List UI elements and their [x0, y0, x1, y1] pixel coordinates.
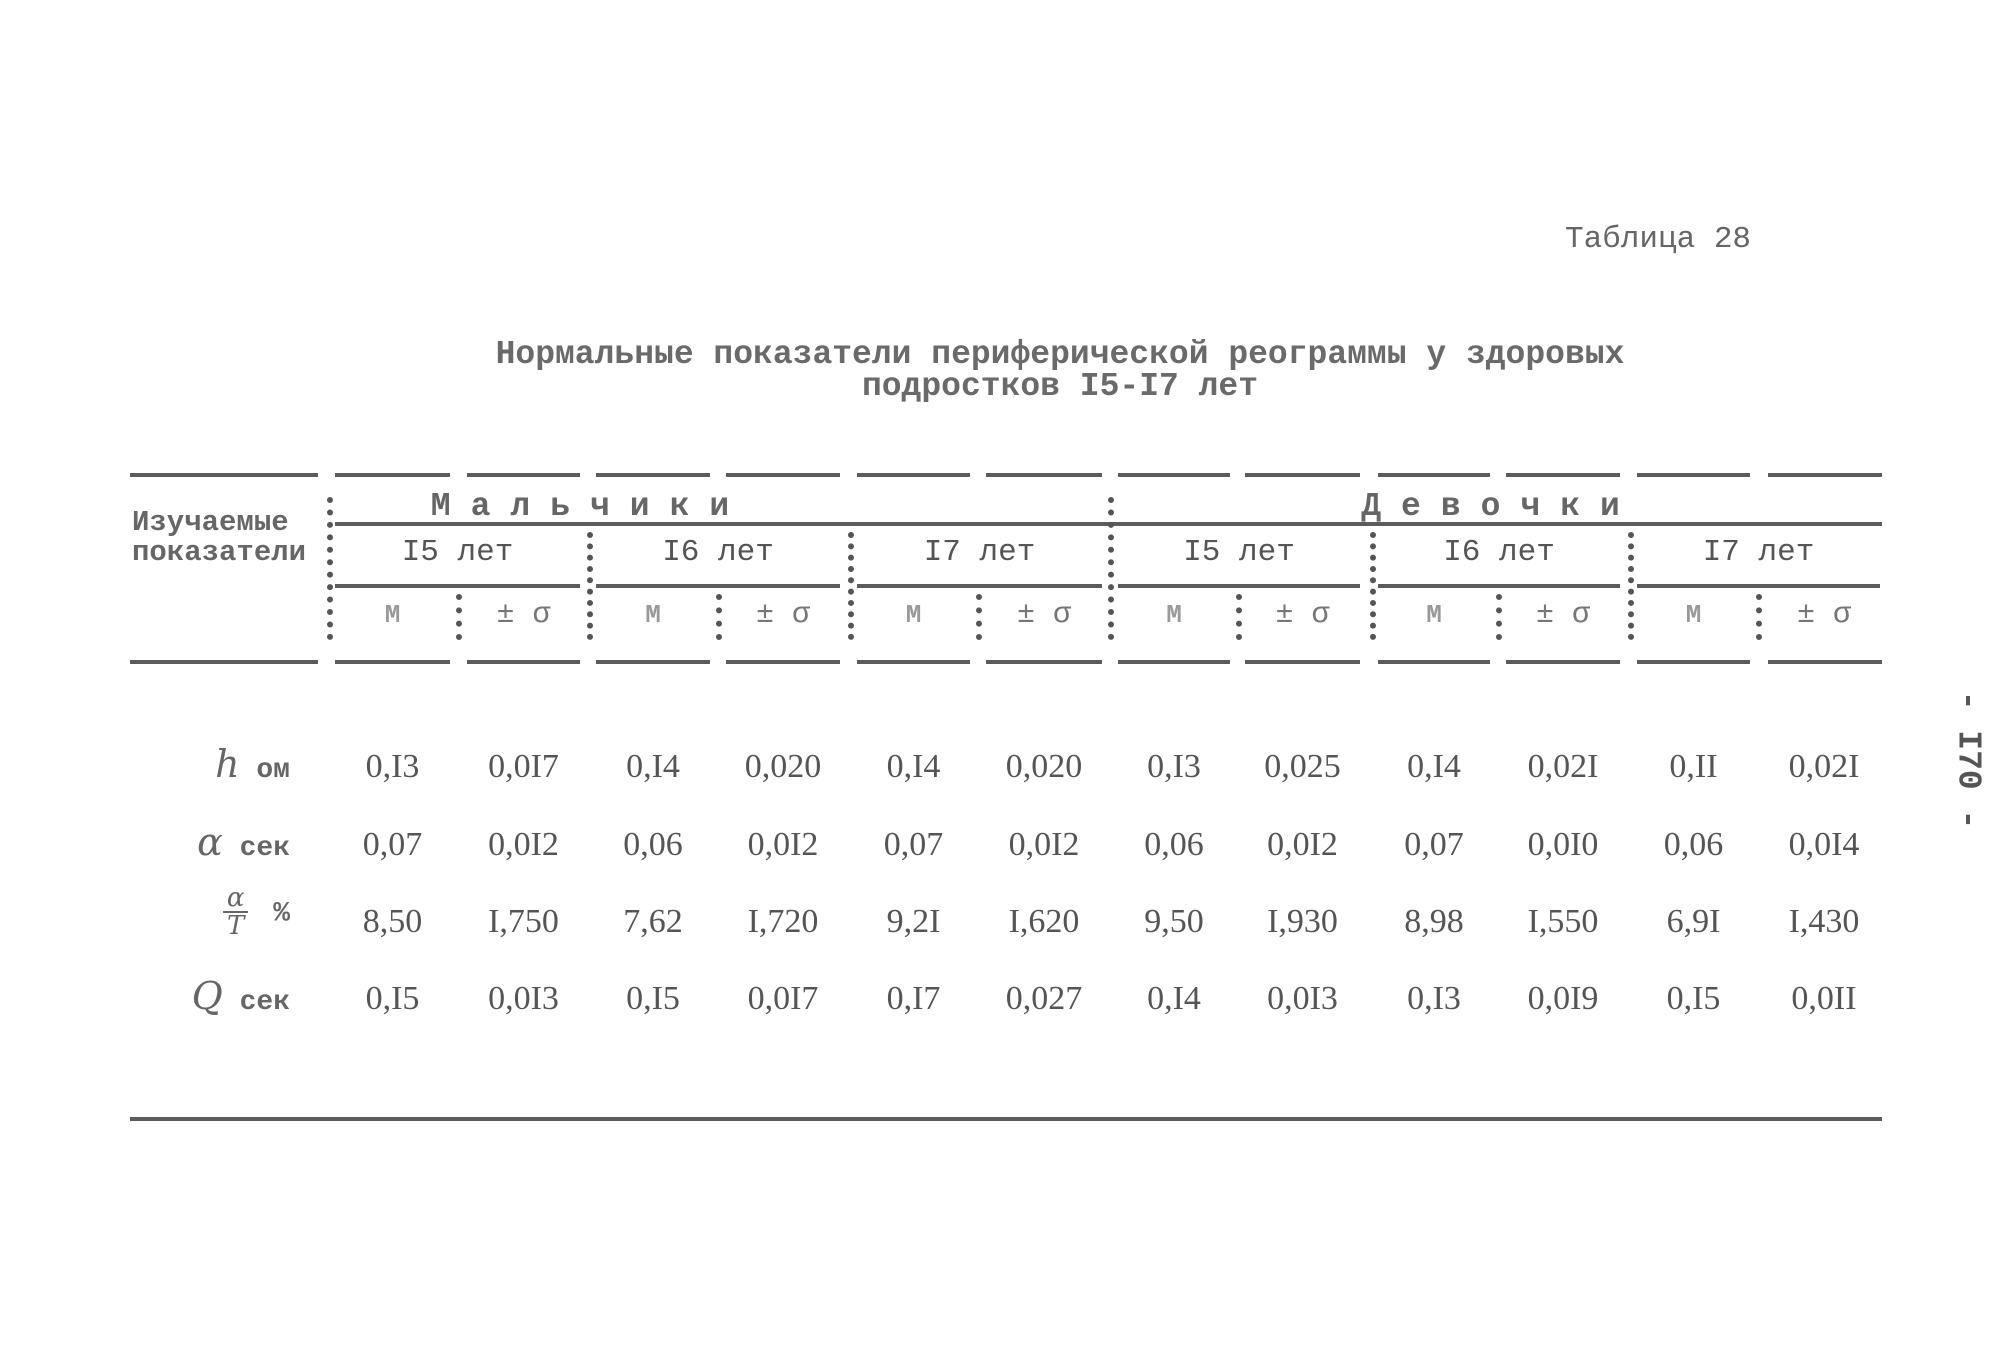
sub-header-mean: М — [645, 600, 661, 630]
age-header: I6 лет — [662, 535, 774, 570]
top-rule-segment — [1637, 473, 1750, 477]
sigma-cell: 0,0I0 — [1527, 826, 1599, 863]
header-bottom-rule-segment — [726, 660, 840, 664]
row-label — [140, 974, 290, 1018]
sub-header-mean: М — [384, 600, 401, 630]
mean-cell: 9,50 — [1144, 903, 1204, 940]
sub-header-sigma: ± σ — [1275, 598, 1330, 632]
row-unit: ом — [239, 755, 290, 786]
header-bottom-rule-segment — [335, 660, 450, 664]
mean-cell: 0,II — [1669, 748, 1718, 785]
fraction-symbol — [223, 885, 249, 939]
age-underline — [1378, 584, 1620, 588]
sigma-cell: 0,0I2 — [747, 826, 819, 863]
age-underline — [596, 584, 840, 588]
top-rule-segment — [1506, 473, 1620, 477]
sub-header-sigma: ± σ — [1016, 598, 1071, 632]
sigma-cell: 0,0I3 — [488, 980, 559, 1017]
table-bottom-rule — [130, 1117, 1882, 1121]
top-rule-segment — [857, 473, 970, 477]
mean-cell: 0,I4 — [1407, 748, 1461, 785]
header-bottom-rule-segment — [1118, 660, 1230, 664]
mean-cell: 7,62 — [623, 903, 683, 940]
top-rule-segment — [130, 473, 318, 477]
sigma-cell: 0,0I4 — [1788, 826, 1860, 863]
mean-cell: 6,9I — [1666, 903, 1721, 940]
header-bottom-rule-segment — [1378, 660, 1490, 664]
mean-cell: 0,06 — [623, 826, 683, 863]
sigma-cell: 0,02I — [1527, 748, 1599, 785]
sigma-cell: 0,0I9 — [1527, 980, 1599, 1017]
sub-separator — [1496, 594, 1502, 640]
header-bottom-rule-segment — [1637, 660, 1750, 664]
sigma-cell: 0,02I — [1788, 748, 1860, 785]
row-label — [140, 820, 290, 864]
sigma-cell: I,930 — [1267, 903, 1338, 940]
top-rule-segment — [467, 473, 580, 477]
mean-cell: 0,I5 — [626, 980, 680, 1017]
top-rule-segment — [596, 473, 710, 477]
sub-separator — [1236, 594, 1242, 640]
sigma-cell: 0,020 — [744, 748, 822, 785]
age-header: I5 лет — [1183, 535, 1295, 570]
mean-cell: 0,I4 — [886, 748, 941, 785]
table-label: Таблица 28 — [1565, 222, 1752, 257]
group-girls: Девочки — [1361, 488, 1640, 525]
group-boys: Мальчики — [430, 488, 750, 525]
header-bottom-rule-segment — [986, 660, 1102, 664]
mean-cell: 0,I5 — [365, 980, 420, 1017]
top-rule-segment — [1768, 473, 1882, 477]
sigma-cell: I,430 — [1788, 903, 1860, 940]
sub-separator — [976, 594, 982, 640]
age-underline — [1637, 584, 1880, 588]
sigma-cell: 0,0I2 — [1267, 826, 1338, 863]
age-underline — [335, 584, 580, 588]
row-unit: % — [256, 898, 290, 930]
table-title-line-1: Нормальные показатели периферической реограммы у здоровых — [495, 336, 1625, 373]
row-unit: сек — [222, 987, 290, 1018]
mean-cell: 0,06 — [1663, 826, 1724, 863]
age-header: I7 лет — [1702, 535, 1815, 570]
sub-header-sigma: ± σ — [1796, 598, 1851, 632]
row-symbol: h — [215, 742, 240, 786]
sub-header-sigma: ± σ — [1535, 598, 1590, 632]
fraction-numerator: α — [223, 885, 249, 913]
mean-cell: 0,07 — [883, 826, 944, 863]
mean-cell: 0,I4 — [1147, 980, 1201, 1017]
header-bottom-rule-segment — [467, 660, 580, 664]
sub-header-sigma: ± σ — [496, 598, 551, 632]
sigma-cell: I,720 — [747, 903, 819, 940]
mean-cell: 0,I5 — [1666, 980, 1721, 1017]
sigma-cell: 0,020 — [1005, 748, 1083, 785]
row-symbol: α — [197, 820, 223, 864]
header-bottom-rule-segment — [130, 660, 318, 664]
mean-cell: 0,06 — [1144, 826, 1204, 863]
mean-cell: 0,I7 — [886, 980, 941, 1017]
mean-cell: 0,07 — [1404, 826, 1464, 863]
group-separator — [1108, 497, 1114, 640]
age-header: I5 лет — [401, 535, 514, 570]
mean-cell: 0,I3 — [1407, 980, 1461, 1017]
row-head-separator — [327, 497, 333, 640]
sigma-cell: 0,0I7 — [747, 980, 819, 1017]
mean-cell: 8,98 — [1404, 903, 1464, 940]
age-separator — [1370, 532, 1376, 640]
sigma-cell: 0,0I3 — [1267, 980, 1338, 1017]
header-bottom-rule-segment — [1245, 660, 1360, 664]
top-rule-segment — [335, 473, 450, 477]
sub-header-sigma: ± σ — [755, 598, 810, 632]
sub-separator — [456, 594, 462, 640]
sigma-cell: 0,0II — [1791, 980, 1857, 1017]
sub-separator — [1756, 594, 1762, 640]
age-separator — [587, 532, 593, 640]
age-header: I6 лет — [1443, 535, 1555, 570]
mean-cell: 0,I3 — [1147, 748, 1201, 785]
sigma-cell: 0,027 — [1005, 980, 1083, 1017]
header-bottom-rule-segment — [1768, 660, 1882, 664]
age-underline — [857, 584, 1102, 588]
sigma-cell: 0,0I2 — [488, 826, 559, 863]
top-rule-segment — [1118, 473, 1230, 477]
top-rule-segment — [1245, 473, 1360, 477]
sigma-cell: I,550 — [1527, 903, 1599, 940]
mean-cell: 0,I4 — [626, 748, 680, 785]
mean-cell: 9,2I — [886, 903, 941, 940]
header-bottom-rule-segment — [857, 660, 970, 664]
sigma-cell: I,750 — [488, 903, 559, 940]
sigma-cell: 0,025 — [1264, 748, 1341, 785]
mean-cell: 0,07 — [362, 826, 423, 863]
mean-cell: 8,50 — [362, 903, 423, 940]
row-symbol: Q — [191, 974, 223, 1018]
sub-header-mean: М — [905, 600, 922, 630]
top-rule-segment — [1378, 473, 1490, 477]
row-label — [140, 742, 290, 786]
sub-header-mean: М — [1685, 600, 1702, 630]
age-header: I7 лет — [923, 535, 1036, 570]
row-head-line-1: Изучаемые — [132, 506, 289, 539]
sub-header-mean: М — [1426, 600, 1442, 630]
sub-header-mean: М — [1166, 600, 1182, 630]
top-rule-segment — [986, 473, 1102, 477]
row-label — [140, 885, 290, 939]
page-number: - I70 - — [1949, 690, 1987, 830]
header-bottom-rule-segment — [596, 660, 710, 664]
age-separator — [1628, 532, 1634, 640]
top-rule-segment — [726, 473, 840, 477]
mean-cell: 0,I3 — [365, 748, 420, 785]
sigma-cell: I,620 — [1008, 903, 1080, 940]
row-unit: сек — [222, 833, 290, 864]
fraction-denominator: T — [226, 911, 245, 941]
sigma-cell: 0,0I7 — [488, 748, 559, 785]
age-separator — [848, 532, 854, 640]
sub-separator — [716, 594, 722, 640]
sigma-cell: 0,0I2 — [1008, 826, 1080, 863]
age-underline — [1118, 584, 1360, 588]
table-title-line-2: подростков I5-I7 лет — [861, 368, 1259, 405]
header-bottom-rule-segment — [1506, 660, 1620, 664]
row-head-line-2: показатели — [132, 536, 307, 569]
